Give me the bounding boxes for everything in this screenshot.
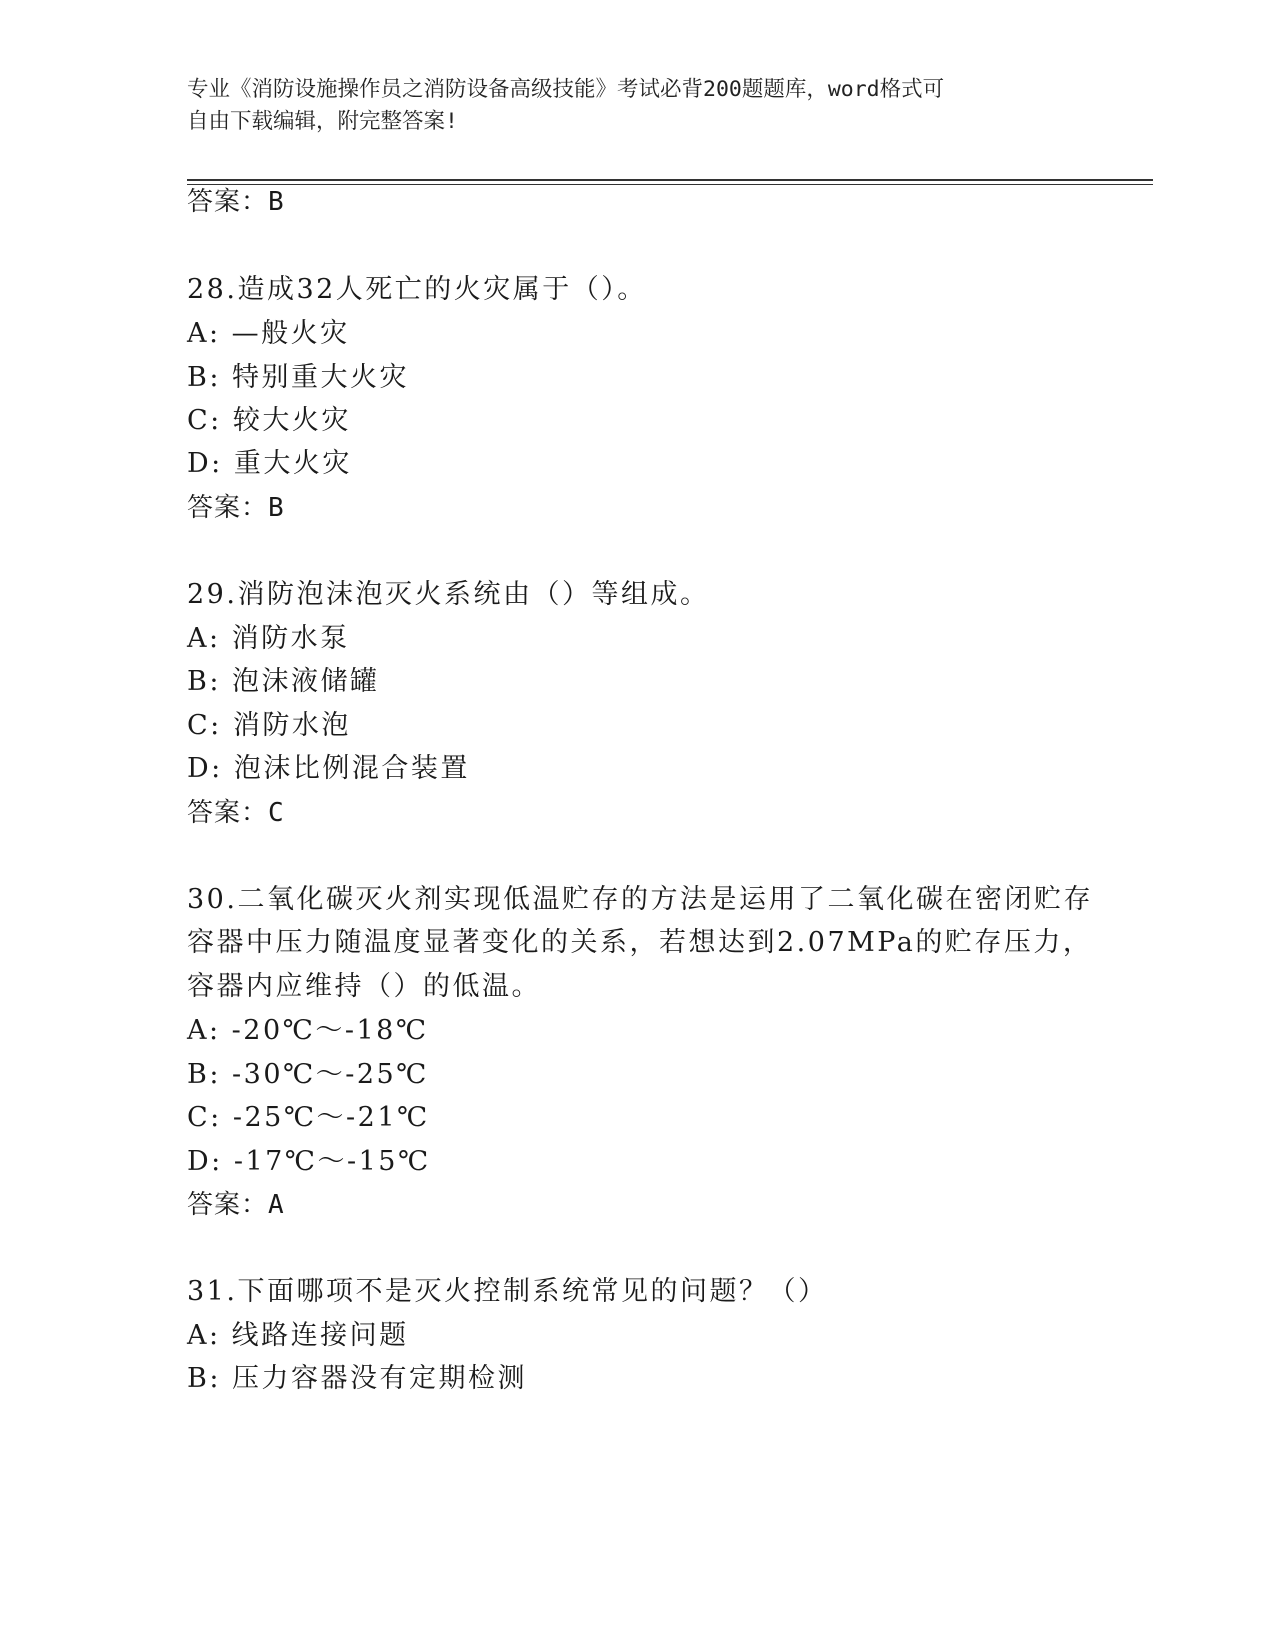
option-c: C: -25℃～-21℃ [187, 1102, 430, 1133]
answer-line: 答案：A [187, 1190, 285, 1220]
option-b: B: 泡沫液储罐 [187, 666, 380, 697]
option-a: A: -20℃～-18℃ [187, 1015, 429, 1046]
option-c: C: 较大火灾 [187, 405, 351, 436]
question-stem: 29.消防泡沫泡灭火系统由（）等组成。 [187, 579, 710, 610]
answer-line: 答案：C [187, 798, 285, 828]
question-stem: 容器内应维持（）的低温。 [187, 971, 541, 1002]
option-b: B: 特别重大火灾 [187, 362, 410, 393]
header-line-1: 专业《消防设施操作员之消防设备高级技能》考试必背200题题库，word格式可 [187, 77, 945, 102]
option-a: A: 线路连接问题 [187, 1320, 409, 1351]
option-d: D: 泡沫比例混合装置 [187, 753, 470, 784]
option-a: A: —般火灾 [187, 318, 350, 349]
header-line-2: 自由下载编辑，附完整答案! [187, 109, 458, 134]
header-divider [187, 179, 1153, 185]
page-header [187, 74, 1067, 138]
answer-line: 答案：B [187, 187, 285, 217]
question-stem: 容器中压力随温度显著变化的关系，若想达到2.07MPa的贮存压力， [187, 927, 1093, 958]
option-b: B: -30℃～-25℃ [187, 1059, 429, 1090]
question-stem: 31.下面哪项不是灭火控制系统常见的问题？（） [187, 1276, 828, 1307]
option-b: B: 压力容器没有定期检测 [187, 1363, 528, 1394]
answer-line: 答案：B [187, 493, 285, 523]
option-a: A: 消防水泵 [187, 623, 350, 654]
question-stem: 30.二氧化碳灭火剂实现低温贮存的方法是运用了二氧化碳在密闭贮存 [187, 884, 1093, 915]
option-c: C: 消防水泡 [187, 710, 351, 741]
question-stem: 28.造成32人死亡的火灾属于（）。 [187, 274, 647, 305]
option-d: D: 重大火灾 [187, 448, 352, 479]
option-d: D: -17℃～-15℃ [187, 1146, 431, 1177]
